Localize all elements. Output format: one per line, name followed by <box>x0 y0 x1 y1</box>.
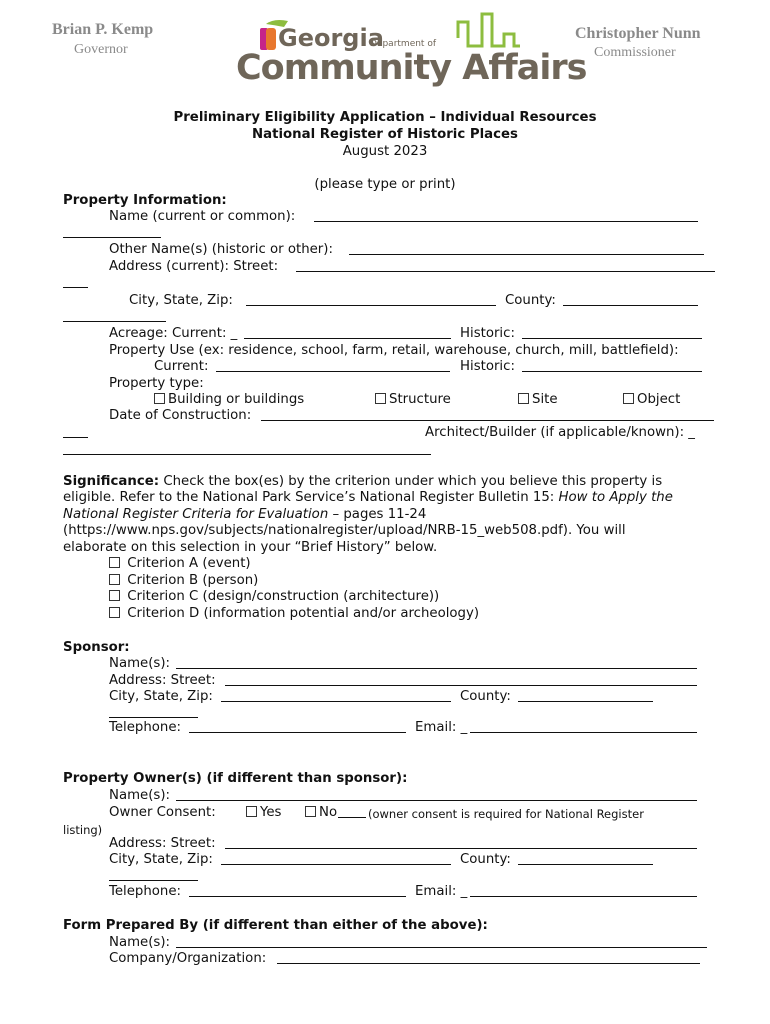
property-name-field-cont[interactable] <box>63 237 161 238</box>
city-label: City, State, Zip: <box>129 293 233 308</box>
criterion-d-option[interactable]: Criterion D (information potential and/or archeology) <box>109 606 479 622</box>
checkbox-icon[interactable] <box>109 574 120 585</box>
construction-date-field[interactable] <box>261 420 714 421</box>
owner-county-label: County: <box>460 852 511 867</box>
property-name-field[interactable] <box>314 221 698 222</box>
checkbox-icon[interactable] <box>109 607 120 618</box>
owner-county-field-cont[interactable] <box>109 880 198 881</box>
sponsor-county-field-cont[interactable] <box>109 717 198 718</box>
owner-telephone-label: Telephone: <box>109 884 182 899</box>
property-type-label: Property type: <box>109 376 204 391</box>
owner-street-label: Address: Street: <box>109 836 216 851</box>
logo-dept-text: Department of <box>370 39 436 49</box>
form-title-line1: Preliminary Eligibility Application – Individual Resources <box>173 110 597 125</box>
architect-field[interactable] <box>63 454 431 455</box>
significance-line4: (https://www.nps.gov/subjects/nationalregister/upload/NRB-15_web508.pdf). You will <box>63 523 626 538</box>
preparer-names-field[interactable] <box>176 947 707 948</box>
criterion-c-option[interactable]: Criterion C (design/construction (architecture)) <box>109 589 439 605</box>
sponsor-city-label: City, State, Zip: <box>109 689 213 704</box>
sponsor-county-field[interactable] <box>518 701 653 702</box>
owner-names-field[interactable] <box>176 800 697 801</box>
county-field[interactable] <box>563 305 698 306</box>
checkbox-icon[interactable] <box>246 806 257 817</box>
logo-georgia-text: Georgia <box>278 24 384 52</box>
owner-email-label: Email: _ <box>415 884 468 899</box>
criterion-a-option[interactable]: Criterion A (event) <box>109 556 251 572</box>
use-current-label: Current: <box>154 359 209 374</box>
preparer-names-label: Name(s): <box>109 935 171 950</box>
sponsor-email-label: Email: _ <box>415 720 468 735</box>
checkbox-icon[interactable] <box>109 557 120 568</box>
form-title-line2: National Register of Historic Places <box>252 127 518 142</box>
sponsor-heading: Sponsor: <box>63 640 130 655</box>
type-building-option[interactable]: Building or buildings <box>154 392 304 408</box>
use-current-field[interactable] <box>216 371 450 372</box>
city-field[interactable] <box>246 305 496 306</box>
owner-heading: Property Owner(s) (if different than sponsor): <box>63 771 408 786</box>
consent-no-field[interactable] <box>338 817 366 818</box>
consent-note-cont: listing) <box>63 823 103 837</box>
sponsor-telephone-field[interactable] <box>189 732 406 733</box>
checkbox-icon[interactable] <box>305 806 316 817</box>
form-date: August 2023 <box>342 144 428 159</box>
acreage-historic-label: Historic: <box>460 326 515 341</box>
sponsor-city-field[interactable] <box>221 701 451 702</box>
county-field-cont[interactable] <box>63 321 166 322</box>
property-use-label: Property Use (ex: residence, school, farm, retail, warehouse, church, mill, battlefield): <box>109 343 679 358</box>
owner-county-field[interactable] <box>518 864 653 865</box>
checkbox-icon[interactable] <box>375 393 386 404</box>
preparer-company-field[interactable] <box>277 963 700 964</box>
checkbox-icon[interactable] <box>109 590 120 601</box>
significance-line2: eligible. Refer to the National Park Service’s National Register Bulletin 15: How to Apply the <box>63 490 673 505</box>
owner-telephone-field[interactable] <box>189 896 406 897</box>
owner-email-field[interactable] <box>470 896 697 897</box>
commissioner-name: Christopher Nunn <box>575 25 701 42</box>
type-structure-option[interactable]: Structure <box>375 392 451 408</box>
architect-label: Architect/Builder (if applicable/known): _ <box>425 425 695 440</box>
sponsor-telephone-label: Telephone: <box>109 720 182 735</box>
county-label: County: <box>505 293 556 308</box>
consent-no-option[interactable]: No <box>305 805 337 821</box>
checkbox-icon[interactable] <box>154 393 165 404</box>
owner-names-label: Name(s): <box>109 788 171 803</box>
governor-name: Brian P. Kemp <box>52 21 154 38</box>
type-site-option[interactable]: Site <box>518 392 558 408</box>
other-names-label: Other Name(s) (historic or other): <box>109 242 333 257</box>
significance-line1: Significance: Check the box(es) by the criterion under which you believe this property is <box>63 474 663 489</box>
checkbox-icon[interactable] <box>623 393 634 404</box>
address-label: Address (current): Street: <box>109 259 279 274</box>
type-object-option[interactable]: Object <box>623 392 680 408</box>
sponsor-names-field[interactable] <box>176 668 697 669</box>
dca-logo <box>236 6 587 90</box>
sponsor-street-field[interactable] <box>225 685 697 686</box>
sponsor-names-label: Name(s): <box>109 656 171 671</box>
sponsor-email-field[interactable] <box>470 732 697 733</box>
governor-title: Governor <box>74 42 128 57</box>
other-names-field[interactable] <box>349 254 704 255</box>
significance-line3: National Register Criteria for Evaluation – pages 11-24 <box>63 507 427 522</box>
significance-line5: elaborate on this selection in your “Brief History” below. <box>63 540 438 555</box>
sponsor-street-label: Address: Street: <box>109 673 216 688</box>
property-name-label: Name (current or common): <box>109 209 296 224</box>
logo-main-text: Community Affairs <box>236 48 587 88</box>
preparer-heading: Form Prepared By (if different than either of the above): <box>63 918 488 933</box>
form-instruction: (please type or print) <box>314 177 456 192</box>
acreage-historic-field[interactable] <box>522 338 702 339</box>
owner-consent-label: Owner Consent: <box>109 805 216 820</box>
consent-note: (owner consent is required for National Register <box>368 807 644 821</box>
acreage-current-field[interactable] <box>244 338 451 339</box>
construction-date-field-cont[interactable] <box>63 437 88 438</box>
commissioner-title: Commissioner <box>594 45 676 60</box>
consent-yes-option[interactable]: Yes <box>246 805 281 821</box>
address-field-cont[interactable] <box>63 287 88 288</box>
owner-city-label: City, State, Zip: <box>109 852 213 867</box>
sponsor-county-label: County: <box>460 689 511 704</box>
owner-city-field[interactable] <box>221 864 451 865</box>
property-heading: Property Information: <box>63 193 227 208</box>
use-historic-field[interactable] <box>522 371 702 372</box>
address-field[interactable] <box>296 271 715 272</box>
construction-date-label: Date of Construction: <box>109 408 252 423</box>
owner-street-field[interactable] <box>225 848 697 849</box>
checkbox-icon[interactable] <box>518 393 529 404</box>
acreage-label: Acreage: Current: _ <box>109 326 238 341</box>
criterion-b-option[interactable]: Criterion B (person) <box>109 573 258 589</box>
preparer-company-label: Company/Organization: <box>109 951 267 966</box>
use-historic-label: Historic: <box>460 359 515 374</box>
